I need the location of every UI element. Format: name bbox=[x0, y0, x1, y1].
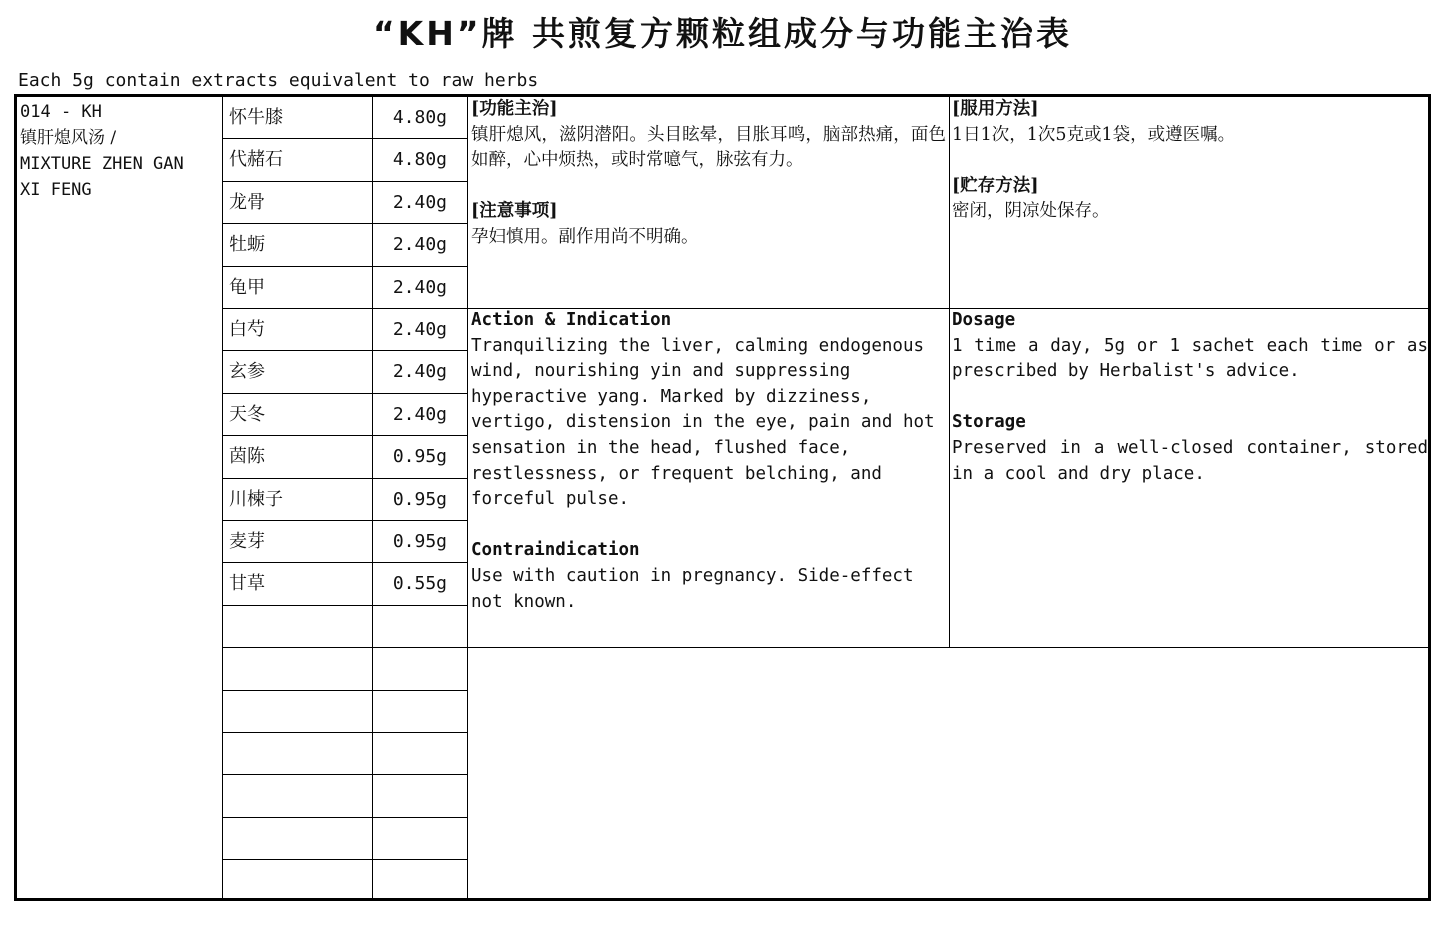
formula-table bbox=[14, 94, 1431, 901]
product-code: 014 - KH bbox=[20, 102, 102, 122]
herb-name: 代赭石 bbox=[222, 139, 373, 180]
herb-amount: 2.40g bbox=[373, 182, 468, 223]
en-contraindication-heading: Contraindication bbox=[471, 540, 640, 561]
herb-row bbox=[222, 436, 468, 478]
herb-row bbox=[222, 351, 468, 393]
herb-name bbox=[222, 606, 373, 647]
herb-name: 怀牛膝 bbox=[222, 97, 373, 138]
herb-name bbox=[222, 733, 373, 774]
herb-row bbox=[222, 521, 468, 563]
cn-caution-text: 孕妇慎用。副作用尚不明确。 bbox=[471, 226, 699, 247]
herb-name: 白芍 bbox=[222, 309, 373, 350]
herb-row bbox=[222, 182, 468, 224]
herb-amount: 4.80g bbox=[373, 139, 468, 180]
herb-name: 麦芽 bbox=[222, 521, 373, 562]
herb-row bbox=[222, 775, 468, 817]
herb-amount: 4.80g bbox=[373, 97, 468, 138]
herb-row bbox=[222, 691, 468, 733]
en-contraindication-text: Use with caution in pregnancy. Side-effect not known. bbox=[471, 565, 914, 612]
subtitle: Each 5g contain extracts equivalent to raw herbs bbox=[18, 70, 539, 91]
herb-amount: 2.40g bbox=[373, 309, 468, 350]
product-cell bbox=[17, 97, 223, 901]
herb-name: 天冬 bbox=[222, 394, 373, 435]
herb-amount bbox=[373, 818, 468, 859]
herb-row bbox=[222, 818, 468, 860]
herb-name bbox=[222, 818, 373, 859]
product-name-cn: 镇肝熄风汤 / bbox=[20, 128, 117, 148]
en-indication-cell bbox=[468, 308, 950, 648]
product-name-en-line1: MIXTURE ZHEN GAN bbox=[20, 154, 184, 174]
herb-row bbox=[222, 606, 468, 648]
en-dosage-cell bbox=[949, 308, 1431, 648]
herb-amount bbox=[373, 606, 468, 647]
herb-row bbox=[222, 97, 468, 139]
en-indication-text: Tranquilizing the liver, calming endogenous wind, nourishing yin and suppressing hyperactive yang. Marked by dizziness, vertigo, distension in the eye, pain and hot sensation in the head, flushed face, restlessness, or frequent belching, and forceful pulse. bbox=[471, 335, 935, 510]
cn-caution-heading: [注意事项] bbox=[471, 201, 558, 222]
herb-row bbox=[222, 479, 468, 521]
cn-dosage-cell bbox=[949, 97, 1431, 309]
page-title: “KH”牌 共煎复方颗粒组成分与功能主治表 bbox=[372, 14, 1073, 53]
herb-amount bbox=[373, 691, 468, 732]
cn-indication-text: 镇肝熄风，滋阴潜阳。头目眩晕，目胀耳鸣，脑部热痛，面色如醉，心中烦热，或时常噫气，脉弦有力。 bbox=[471, 124, 946, 171]
herb-amount: 0.95g bbox=[373, 521, 468, 562]
herb-name bbox=[222, 691, 373, 732]
en-dosage-heading: Dosage bbox=[952, 310, 1016, 330]
cn-indication-heading: [功能主治] bbox=[471, 99, 558, 119]
herb-amount: 2.40g bbox=[373, 351, 468, 392]
herb-row bbox=[222, 309, 468, 351]
en-storage-heading: Storage bbox=[952, 412, 1026, 433]
herb-row bbox=[222, 563, 468, 605]
herb-name: 龙骨 bbox=[222, 182, 373, 223]
herb-amount: 0.55g bbox=[373, 563, 468, 604]
herb-name: 茵陈 bbox=[222, 436, 373, 477]
herb-name: 玄参 bbox=[222, 351, 373, 392]
cn-storage-heading: [贮存方法] bbox=[952, 175, 1039, 196]
herb-row bbox=[222, 224, 468, 266]
herb-amount: 0.95g bbox=[373, 436, 468, 477]
herb-row bbox=[222, 139, 468, 181]
herb-name: 牡蛎 bbox=[222, 224, 373, 265]
en-indication-heading: Action & Indication bbox=[471, 310, 672, 330]
herb-name: 龟甲 bbox=[222, 267, 373, 308]
en-dosage-text: 1 time a day, 5g or 1 sachet each time or as prescribed by Herbalist's advice. bbox=[952, 335, 1428, 382]
herb-name: 甘草 bbox=[222, 563, 373, 604]
herb-row bbox=[222, 648, 468, 690]
product-name-en-line2: XI FENG bbox=[20, 180, 92, 200]
cn-storage-text: 密闭，阴凉处保存。 bbox=[952, 201, 1110, 222]
herb-row bbox=[222, 860, 468, 901]
herb-amount: 2.40g bbox=[373, 267, 468, 308]
herb-amount bbox=[373, 648, 468, 689]
herb-name: 川楝子 bbox=[222, 479, 373, 520]
en-storage-text: Preserved in a well-closed container, stored in a cool and dry place. bbox=[952, 437, 1428, 484]
herb-row bbox=[222, 394, 468, 436]
herb-amount bbox=[373, 733, 468, 774]
herb-amount: 0.95g bbox=[373, 479, 468, 520]
cn-indication-cell bbox=[468, 97, 950, 309]
herb-amount: 2.40g bbox=[373, 394, 468, 435]
herb-name bbox=[222, 648, 373, 689]
herb-row bbox=[222, 733, 468, 775]
herb-name bbox=[222, 860, 373, 901]
herb-amount bbox=[373, 775, 468, 816]
cn-dosage-heading: [服用方法] bbox=[952, 99, 1039, 119]
herb-row bbox=[222, 267, 468, 309]
herb-amount bbox=[373, 860, 468, 901]
herb-name bbox=[222, 775, 373, 816]
cn-dosage-text: 1日1次，1次5克或1袋，或遵医嘱。 bbox=[952, 124, 1236, 145]
herb-amount: 2.40g bbox=[373, 224, 468, 265]
